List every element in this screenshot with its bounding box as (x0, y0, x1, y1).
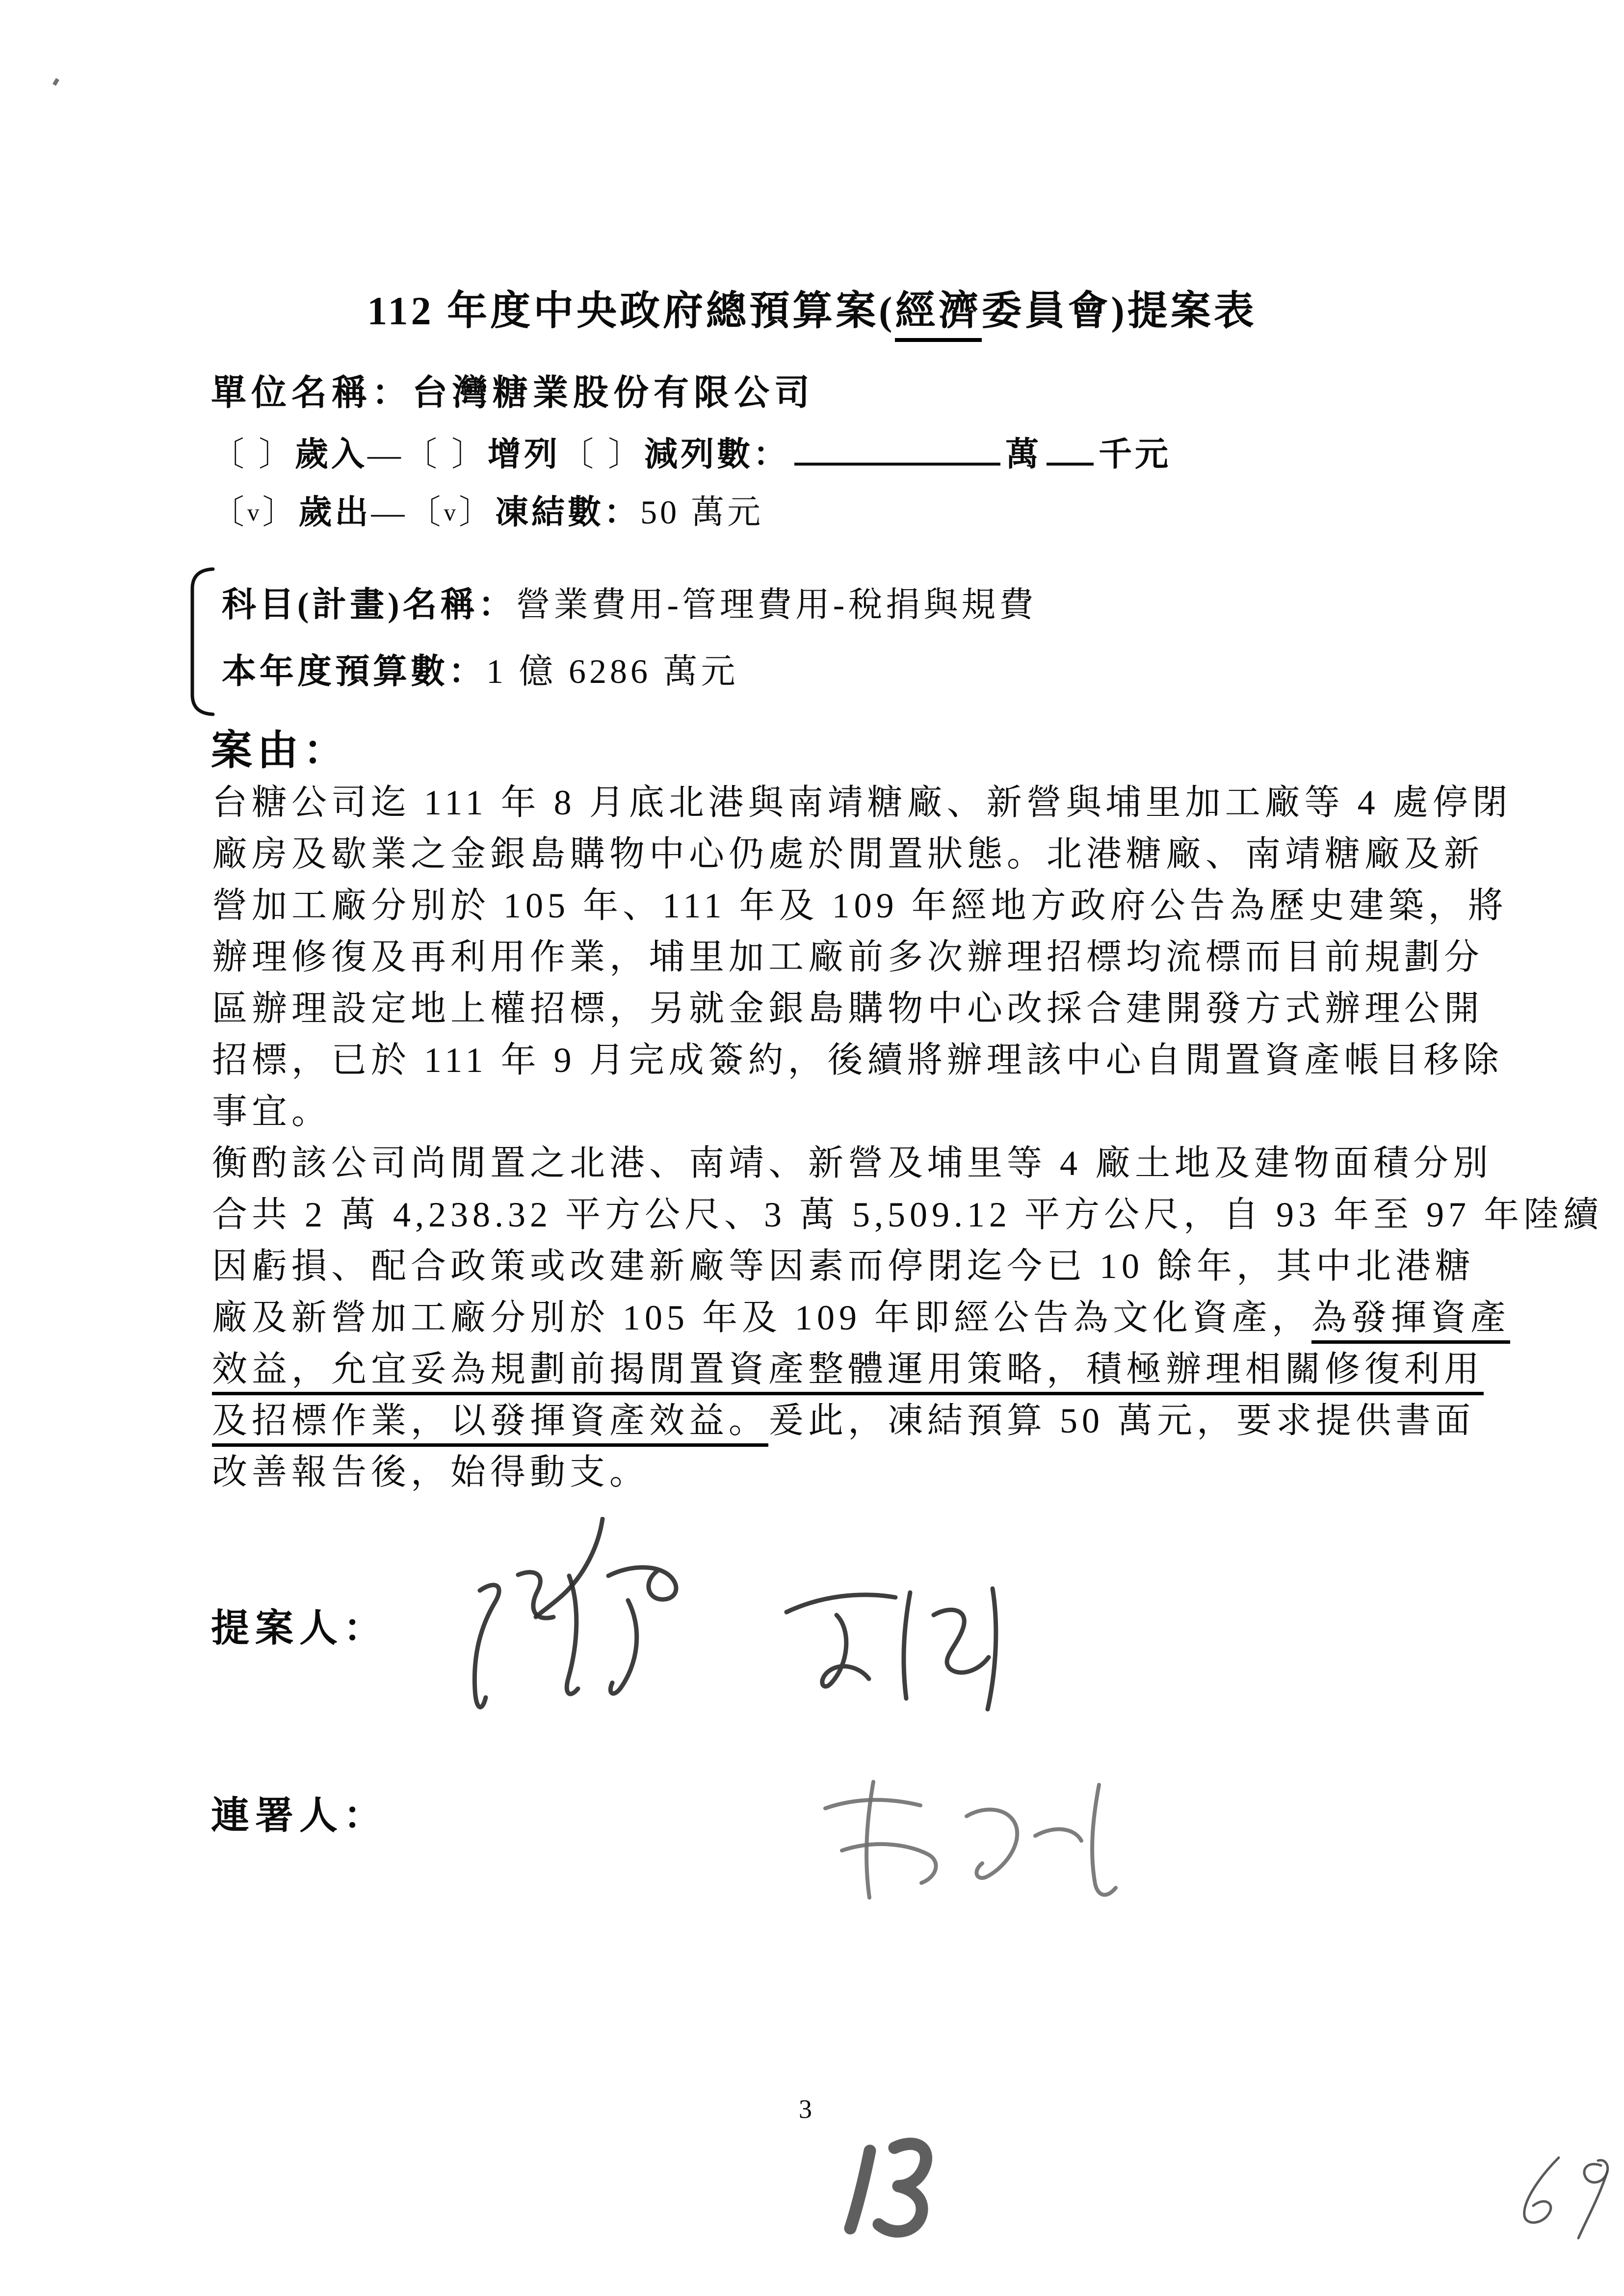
handwritten-page-number-13 (832, 2137, 935, 2240)
case-text-line (212, 1086, 1468, 1138)
proposer-signature-2 (778, 1581, 1008, 1718)
title-text-pre: 112 年度中央政府總預算案( (367, 288, 895, 333)
text-segment: 台糖公司迄 111 年 8 月底北港與南靖糖廠、新營與埔里加工廠等 4 處停閉 (212, 783, 1512, 822)
unit-name-value: 台灣糖業股份有限公司 (412, 373, 815, 413)
field-label: 歲出 (298, 494, 371, 531)
case-heading: 案由： (211, 728, 350, 774)
field-label: 增列 (488, 436, 561, 473)
subject-name-label: 科目(計畫)名稱： (222, 586, 516, 624)
case-text-line (212, 829, 1484, 880)
case-text-line (212, 1138, 1493, 1189)
underlined-text-segment: 及招標作業，以發揮資產效益。 (212, 1401, 768, 1447)
case-text-line (212, 1395, 1475, 1447)
title-underlined-committee: 經濟 (895, 288, 981, 342)
checkbox-bracket: 〕 (459, 494, 496, 531)
subject-name-line (222, 577, 1037, 626)
text-segment: 廠及新營加工廠分別於 105 年及 109 年即經公告為文化資產， (212, 1298, 1312, 1337)
case-body (212, 777, 1603, 1498)
text-segment: 因虧損、配合政策或改建新廠等因素而停閉迄今已 10 餘年，其中北港糖 (212, 1247, 1475, 1286)
subject-name-value: 營業費用-管理費用-稅捐與規費 (516, 586, 1037, 624)
case-text-line (212, 1344, 1484, 1395)
left-brace (187, 567, 216, 716)
checkmark: v (444, 499, 459, 526)
checkbox-bracket: 〔 (211, 494, 248, 531)
text-segment: 改善報告後，始得動支。 (212, 1453, 650, 1492)
checkmark: v (247, 499, 262, 526)
printed-page-number: 3 (799, 2094, 812, 2124)
case-text-line (212, 1035, 1503, 1086)
blank-underline (794, 435, 1000, 466)
text-segment: 事宜。 (212, 1092, 332, 1131)
case-text-line (212, 1447, 1468, 1498)
checkbox-empty: 〔 〕 (404, 436, 488, 473)
unit-name-line (211, 364, 814, 415)
case-text-line (212, 932, 1484, 983)
unit-wan: 萬 (1005, 436, 1042, 473)
underlined-text-segment: 為發揮資產 (1311, 1298, 1510, 1344)
checkbox-empty: 〔 〕 (560, 436, 645, 473)
budget-line (222, 644, 739, 693)
text-segment: 衡酌該公司尚閒置之北港、南靖、新營及埔里等 4 廠土地及建物面積分別 (212, 1144, 1493, 1183)
scan-speck (52, 78, 59, 86)
field-label: 凍結數： (495, 494, 641, 531)
text-segment: 廠房及歇業之金銀島購物中心仍處於閒置狀態。北港糖廠、南靖糖廠及新 (212, 835, 1484, 874)
checkbox-empty: 〔 〕 (211, 436, 295, 473)
case-text-line (212, 1241, 1475, 1292)
document-title (0, 279, 1624, 336)
case-text-line (212, 1292, 1511, 1344)
budget-value: 1 億 6286 萬元 (486, 653, 739, 691)
text-segment: 爰此，凍結預算 50 萬元，要求提供書面 (768, 1401, 1475, 1440)
text-segment: 招標，已於 111 年 9 月完成簽約，後續將辦理該中心自閒置資產帳目移除 (212, 1041, 1503, 1080)
checkbox-bracket: 〔 (407, 494, 444, 531)
checkbox-bracket: 〕 (262, 494, 299, 531)
text-segment: 營加工廠分別於 105 年、111 年及 109 年經地方政府公告為歷史建築，將 (212, 886, 1508, 925)
proposer-signature-1 (422, 1517, 687, 1723)
cosigner-signature (800, 1777, 1143, 1909)
text-segment: 合共 2 萬 4,238.32 平方公尺、3 萬 5,509.12 平方公尺，自 93 年至 97 年陸續 (212, 1195, 1603, 1234)
cosigner-label: 連署人： (211, 1794, 388, 1837)
case-text-line (212, 983, 1484, 1035)
case-text-line (212, 1189, 1603, 1241)
proposer-label: 提案人： (211, 1607, 388, 1649)
unit-name-label: 單位名稱： (211, 373, 413, 413)
case-text-line (212, 777, 1512, 829)
text-segment: 辦理修復及再利用作業，埔里加工廠前多次辦理招標均流標而目前規劃分 (212, 938, 1484, 977)
text-segment: 區辦理設定地上權招標，另就金銀島購物中心改採合建開發方式辦理公開 (212, 989, 1484, 1028)
frozen-amount: 50 萬元 (640, 494, 764, 531)
field-label: 減列數： (644, 436, 790, 473)
expenditure-row (211, 486, 763, 533)
handwritten-corner-number-69 (1509, 2152, 1622, 2243)
title-text-post: 委員會)提案表 (981, 288, 1257, 333)
revenue-row (211, 428, 1171, 475)
case-text-line (212, 880, 1508, 932)
dash: — (371, 494, 408, 531)
unit-qianyuan: 千元 (1099, 436, 1172, 473)
dash: — (367, 436, 404, 473)
blank-underline (1047, 435, 1094, 466)
underlined-text-segment: 效益，允宜妥為規劃前揭閒置資產整體運用策略，積極辦理相關修復利用 (212, 1350, 1484, 1395)
budget-label: 本年度預算數： (222, 653, 486, 691)
field-label: 歲入 (295, 436, 368, 473)
